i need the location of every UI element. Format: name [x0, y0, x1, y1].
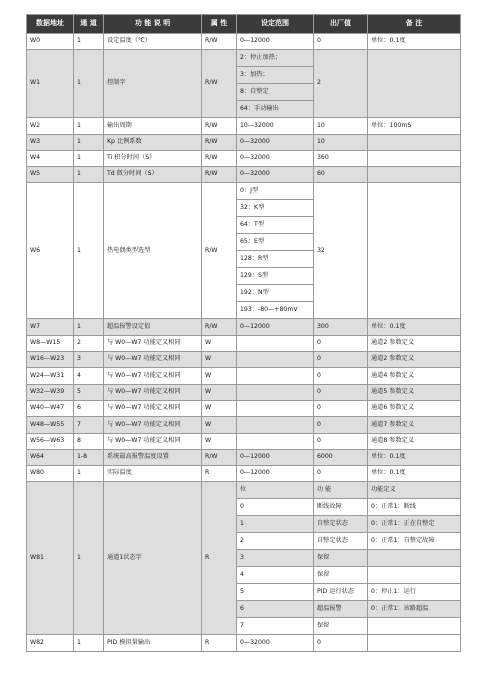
cell-range: 0—32000 [237, 167, 314, 183]
cell-attribute: R/W [202, 50, 237, 118]
cell-note: 通道5 参数定义 [368, 384, 461, 400]
cell-attribute: R [202, 482, 237, 635]
header-range: 设定范围 [237, 15, 314, 34]
table-row [27, 50, 461, 67]
cell-note: 单位：0.1度 [368, 319, 461, 335]
cell-bit-function: 超温报警 [314, 601, 368, 618]
cell-channel: 1 [74, 482, 104, 635]
cell-attribute: R/W [202, 134, 237, 150]
cell-note [368, 150, 461, 166]
cell-function: Kp 比例系数 [104, 134, 202, 150]
cell-bit-function: 保留 [314, 567, 368, 584]
cell-channel: 3 [74, 352, 104, 368]
cell-bit-definition [368, 550, 461, 567]
cell-range-option: 2：停止加热； [237, 50, 314, 67]
cell-function: 热电偶类型选型 [104, 183, 202, 319]
cell-range-option: 193：-80—+80mV [237, 302, 314, 319]
cell-address: W4 [27, 150, 74, 166]
cell-address: W24—W31 [27, 368, 74, 384]
cell-bit: 3 [237, 550, 314, 567]
cell-function: 与 W0—W7 功能定义相同 [104, 417, 202, 433]
cell-note [368, 50, 461, 118]
cell-default: 0 [314, 368, 368, 384]
cell-address: W81 [27, 482, 74, 635]
cell-channel: 1 [74, 466, 104, 482]
cell-function: 输出周期 [104, 118, 202, 134]
cell-bit-function: 保留 [314, 618, 368, 635]
cell-address: W5 [27, 167, 74, 183]
cell-attribute: W [202, 417, 237, 433]
cell-attribute: R/W [202, 449, 237, 465]
cell-note: 通道2 参数定义 [368, 352, 461, 368]
cell-attribute: W [202, 352, 237, 368]
cell-range: 0—32000 [237, 134, 314, 150]
cell-default: 0 [314, 34, 368, 50]
cell-bit: 5 [237, 584, 314, 601]
header-address: 数据地址 [27, 15, 74, 34]
cell-range-option: 0：J型 [237, 183, 314, 200]
cell-address: W32—W39 [27, 384, 74, 400]
cell-channel: 8 [74, 433, 104, 449]
cell-channel: 1 [74, 34, 104, 50]
cell-range-option: 128：R型 [237, 251, 314, 268]
header-row [27, 15, 461, 34]
cell-note [368, 635, 461, 651]
table-row [27, 449, 461, 465]
cell-bit-function: PID 运行状态 [314, 584, 368, 601]
header-channel: 通 道 [74, 15, 104, 34]
table-row [27, 466, 461, 482]
cell-function: 实际温度 [104, 466, 202, 482]
cell-range: 0—12000 [237, 449, 314, 465]
table-row [27, 118, 461, 134]
cell-default: 0 [314, 400, 368, 416]
cell-channel: 1 [74, 167, 104, 183]
cell-bit: 位 [237, 482, 314, 499]
table-row [27, 384, 461, 400]
cell-channel: 1 [74, 319, 104, 335]
cell-range: 0—12000 [237, 466, 314, 482]
cell-default: 0 [314, 417, 368, 433]
cell-bit-function: 保留 [314, 550, 368, 567]
cell-address: W3 [27, 134, 74, 150]
header-default: 出厂值 [314, 15, 368, 34]
cell-default: 10 [314, 118, 368, 134]
cell-channel: 7 [74, 417, 104, 433]
cell-range-option: 3：加热； [237, 67, 314, 84]
cell-default: 10 [314, 134, 368, 150]
cell-bit-definition [368, 567, 461, 584]
cell-default: 2 [314, 50, 368, 118]
cell-address: W40—W47 [27, 400, 74, 416]
cell-function: Ti 积分时间（S） [104, 150, 202, 166]
cell-range [237, 400, 314, 416]
cell-bit: 2 [237, 533, 314, 550]
table-row [27, 635, 461, 651]
register-table [26, 14, 461, 652]
cell-function: PID 模拟量输出 [104, 635, 202, 651]
cell-address: W80 [27, 466, 74, 482]
cell-note [368, 183, 461, 319]
cell-bit: 4 [237, 567, 314, 584]
cell-channel: 1-8 [74, 449, 104, 465]
cell-attribute: R/W [202, 150, 237, 166]
cell-function: 与 W0—W7 功能定义相同 [104, 368, 202, 384]
cell-range-option: 64：手动输出 [237, 101, 314, 118]
cell-function: 超温报警设定值 [104, 319, 202, 335]
cell-function: 与 W0—W7 功能定义相同 [104, 384, 202, 400]
header-function: 功 能 说 明 [104, 15, 202, 34]
cell-attribute: W [202, 368, 237, 384]
cell-channel: 1 [74, 635, 104, 651]
cell-range-option: 64：T型 [237, 217, 314, 234]
cell-range [237, 368, 314, 384]
cell-function: 与 W0—W7 功能定义相同 [104, 400, 202, 416]
cell-function: 系统最高报警温度设置 [104, 449, 202, 465]
cell-bit: 0 [237, 499, 314, 516]
cell-note: 单位：0.1度 [368, 449, 461, 465]
table-row [27, 319, 461, 335]
cell-attribute: W [202, 433, 237, 449]
cell-note: 通道4 参数定义 [368, 368, 461, 384]
cell-range [237, 352, 314, 368]
cell-range: 0—32000 [237, 150, 314, 166]
cell-function: Td 微分时间（S） [104, 167, 202, 183]
cell-channel: 1 [74, 134, 104, 150]
table-row [27, 134, 461, 150]
cell-range-option: 129：S型 [237, 268, 314, 285]
cell-default: 6000 [314, 449, 368, 465]
cell-bit-definition [368, 618, 461, 635]
cell-range [237, 433, 314, 449]
cell-bit-definition: 0：正常1：自整定故障 [368, 533, 461, 550]
cell-attribute: R/W [202, 319, 237, 335]
cell-function: 设定温度（℃） [104, 34, 202, 50]
cell-function: 通道1状态字 [104, 482, 202, 635]
cell-default: 300 [314, 319, 368, 335]
cell-range-option: 192：N型 [237, 285, 314, 302]
table-row [27, 368, 461, 384]
cell-function: 与 W0—W7 功能定义相同 [104, 335, 202, 351]
cell-attribute: W [202, 335, 237, 351]
cell-attribute: R/W [202, 167, 237, 183]
cell-note: 通道6 参数定义 [368, 400, 461, 416]
cell-default: 360 [314, 150, 368, 166]
cell-bit-function: 功 能 [314, 482, 368, 499]
cell-bit-function: 自整定状态 [314, 516, 368, 533]
cell-channel: 4 [74, 368, 104, 384]
cell-range [237, 417, 314, 433]
cell-range [237, 335, 314, 351]
cell-attribute: W [202, 400, 237, 416]
table-row [27, 352, 461, 368]
cell-attribute: W [202, 384, 237, 400]
table-row [27, 34, 461, 50]
cell-range: 0—12000 [237, 319, 314, 335]
cell-range [237, 384, 314, 400]
cell-channel: 2 [74, 335, 104, 351]
cell-address: W6 [27, 183, 74, 319]
cell-bit-definition: 0：停止1：运行 [368, 584, 461, 601]
cell-bit: 6 [237, 601, 314, 618]
cell-address: W8—W15 [27, 335, 74, 351]
header-attribute: 属 性 [202, 15, 237, 34]
cell-note: 通道2 参数定义 [368, 335, 461, 351]
table-row [27, 335, 461, 351]
cell-range: 0—12000 [237, 34, 314, 50]
cell-range-option: 32：K型 [237, 200, 314, 217]
cell-bit-definition: 0：正常1：正在自整定 [368, 516, 461, 533]
cell-note: 单位：0.1度 [368, 34, 461, 50]
cell-note: 通道7 参数定义 [368, 417, 461, 433]
cell-address: W7 [27, 319, 74, 335]
table-row [27, 417, 461, 433]
table-row [27, 167, 461, 183]
cell-address: W56—W63 [27, 433, 74, 449]
cell-channel: 1 [74, 150, 104, 166]
cell-attribute: R/W [202, 183, 237, 319]
cell-range-option: 8：自整定 [237, 84, 314, 101]
cell-note: 单位：100mS [368, 118, 461, 134]
cell-function: 控制字 [104, 50, 202, 118]
cell-channel: 1 [74, 118, 104, 134]
cell-function: 与 W0—W7 功能定义相同 [104, 433, 202, 449]
cell-default: 0 [314, 335, 368, 351]
header-note: 备 注 [368, 15, 461, 34]
cell-bit-definition: 功能定义 [368, 482, 461, 499]
cell-note: 通道8 参数定义 [368, 433, 461, 449]
cell-default: 32 [314, 183, 368, 319]
register-table-container [26, 14, 460, 652]
cell-attribute: R [202, 466, 237, 482]
cell-bit-definition: 0：正常1：断线 [368, 499, 461, 516]
cell-attribute: R [202, 635, 237, 651]
cell-range: 10—32000 [237, 118, 314, 134]
cell-function: 与 W0—W7 功能定义相同 [104, 352, 202, 368]
cell-bit-definition: 0：正常1：该路超温 [368, 601, 461, 618]
cell-bit-function: 断线故障 [314, 499, 368, 516]
cell-note: 单位：0.1度 [368, 466, 461, 482]
table-row [27, 482, 461, 499]
cell-default: 60 [314, 167, 368, 183]
cell-address: W16—W23 [27, 352, 74, 368]
cell-bit-function: 自整定状态 [314, 533, 368, 550]
table-row [27, 433, 461, 449]
cell-channel: 5 [74, 384, 104, 400]
table-row [27, 400, 461, 416]
cell-default: 0 [314, 433, 368, 449]
cell-note [368, 134, 461, 150]
cell-channel: 6 [74, 400, 104, 416]
cell-channel: 1 [74, 50, 104, 118]
cell-range-option: 65：E型 [237, 234, 314, 251]
cell-channel: 1 [74, 183, 104, 319]
table-row [27, 183, 461, 200]
cell-address: W1 [27, 50, 74, 118]
cell-address: W82 [27, 635, 74, 651]
cell-attribute: R/W [202, 34, 237, 50]
cell-attribute: R/W [202, 118, 237, 134]
cell-address: W2 [27, 118, 74, 134]
cell-default: 0 [314, 466, 368, 482]
cell-default: 0 [314, 384, 368, 400]
cell-default: 0 [314, 635, 368, 651]
cell-bit: 1 [237, 516, 314, 533]
cell-range: 0—32000 [237, 635, 314, 651]
cell-bit: 7 [237, 618, 314, 635]
cell-default: 0 [314, 352, 368, 368]
cell-address: W0 [27, 34, 74, 50]
table-row [27, 150, 461, 166]
cell-address: W64 [27, 449, 74, 465]
cell-address: W48—W55 [27, 417, 74, 433]
cell-note [368, 167, 461, 183]
